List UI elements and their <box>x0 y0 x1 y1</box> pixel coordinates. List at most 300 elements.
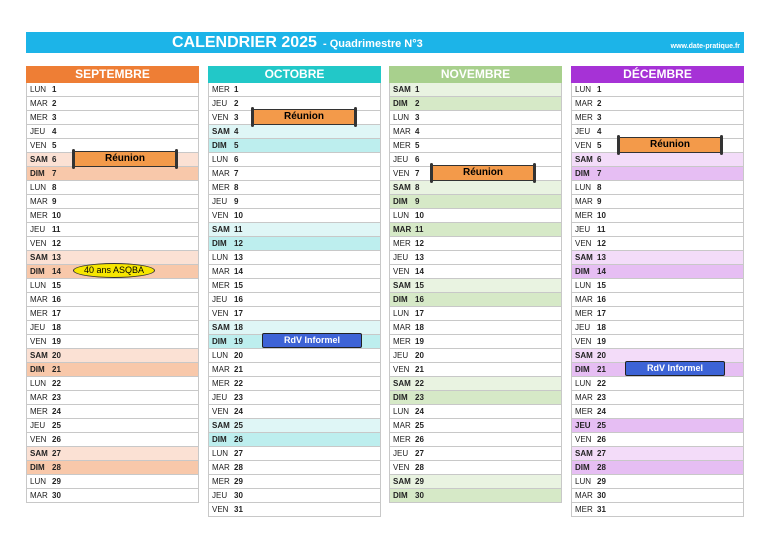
day-name: VEN <box>212 309 229 318</box>
day-number: 8 <box>234 183 239 192</box>
event-rdv-badge[interactable]: RdV Informel <box>262 333 362 348</box>
day-name: LUN <box>212 449 229 458</box>
day-row[interactable] <box>208 307 381 321</box>
day-number: 14 <box>234 267 243 276</box>
month-header: SEPTEMBRE <box>26 66 199 83</box>
day-row[interactable] <box>26 307 199 321</box>
day-row[interactable] <box>389 321 562 335</box>
event-rdv-badge[interactable]: RdV Informel <box>625 361 725 376</box>
day-name: LUN <box>30 281 47 290</box>
day-number: 12 <box>52 239 61 248</box>
day-number: 5 <box>52 141 57 150</box>
day-name: SAM <box>212 127 230 136</box>
day-row[interactable] <box>208 349 381 363</box>
day-name: DIM <box>30 365 45 374</box>
day-row[interactable] <box>208 167 381 181</box>
day-number: 9 <box>597 197 602 206</box>
day-row[interactable] <box>208 503 381 517</box>
day-name: MAR <box>30 491 48 500</box>
day-number: 20 <box>415 351 424 360</box>
day-row[interactable] <box>571 251 744 265</box>
day-row[interactable] <box>571 433 744 447</box>
day-number: 12 <box>234 239 243 248</box>
day-name: DIM <box>212 337 227 346</box>
day-name: LUN <box>575 477 592 486</box>
day-row[interactable] <box>26 195 199 209</box>
day-row[interactable] <box>389 83 562 97</box>
day-number: 3 <box>234 113 239 122</box>
day-name: LUN <box>575 183 592 192</box>
day-name: VEN <box>575 239 592 248</box>
day-row[interactable] <box>26 349 199 363</box>
day-name: MAR <box>393 225 412 234</box>
day-number: 3 <box>597 113 602 122</box>
day-number: 1 <box>597 85 602 94</box>
day-row[interactable] <box>208 237 381 251</box>
day-number: 10 <box>415 211 424 220</box>
day-name: DIM <box>393 393 408 402</box>
day-number: 6 <box>415 155 420 164</box>
day-row[interactable] <box>389 335 562 349</box>
day-number: 3 <box>52 113 57 122</box>
day-row[interactable] <box>26 181 199 195</box>
day-row[interactable] <box>208 391 381 405</box>
day-number: 7 <box>597 169 602 178</box>
day-row[interactable] <box>389 433 562 447</box>
day-number: 1 <box>234 85 239 94</box>
day-name: VEN <box>30 141 47 150</box>
day-row[interactable] <box>571 237 744 251</box>
day-name: MAR <box>575 393 593 402</box>
day-number: 1 <box>52 85 57 94</box>
day-name: MER <box>212 281 230 290</box>
day-row[interactable] <box>389 251 562 265</box>
day-name: JEU <box>30 421 46 430</box>
day-row[interactable] <box>389 349 562 363</box>
day-row[interactable] <box>208 363 381 377</box>
day-row[interactable] <box>571 83 744 97</box>
day-number: 24 <box>415 407 424 416</box>
day-number: 30 <box>52 491 61 500</box>
day-row[interactable] <box>389 237 562 251</box>
event-reunion-banner[interactable]: Réunion <box>431 165 535 181</box>
day-number: 4 <box>234 127 239 136</box>
day-name: MAR <box>393 127 411 136</box>
day-row[interactable] <box>389 265 562 279</box>
day-number: 2 <box>597 99 602 108</box>
day-name: DIM <box>575 463 590 472</box>
day-name: MER <box>575 113 593 122</box>
day-name: MER <box>575 211 593 220</box>
day-name: JEU <box>30 225 46 234</box>
day-row[interactable] <box>571 391 744 405</box>
day-number: 4 <box>597 127 602 136</box>
day-row[interactable] <box>571 321 744 335</box>
day-name: LUN <box>575 85 592 94</box>
day-row[interactable] <box>389 363 562 377</box>
day-name: MAR <box>212 169 230 178</box>
day-number: 25 <box>415 421 424 430</box>
day-number: 13 <box>415 253 424 262</box>
day-name: MER <box>393 337 411 346</box>
day-number: 4 <box>415 127 420 136</box>
day-number: 2 <box>52 99 57 108</box>
day-row[interactable] <box>571 195 744 209</box>
day-number: 29 <box>415 477 424 486</box>
day-row[interactable] <box>208 139 381 153</box>
day-row[interactable] <box>571 447 744 461</box>
day-row[interactable] <box>208 293 381 307</box>
day-name: VEN <box>212 505 229 514</box>
day-row[interactable] <box>26 405 199 419</box>
day-name: LUN <box>212 155 229 164</box>
day-number: 28 <box>234 463 243 472</box>
day-number: 5 <box>415 141 420 150</box>
day-row[interactable] <box>389 139 562 153</box>
day-row[interactable] <box>389 377 562 391</box>
day-number: 21 <box>597 365 606 374</box>
day-row[interactable] <box>389 391 562 405</box>
day-row[interactable] <box>208 461 381 475</box>
day-row[interactable] <box>26 419 199 433</box>
day-row[interactable] <box>571 293 744 307</box>
day-number: 9 <box>234 197 239 206</box>
day-row[interactable] <box>26 97 199 111</box>
day-number: 23 <box>415 393 424 402</box>
day-row[interactable] <box>26 321 199 335</box>
day-row[interactable] <box>26 293 199 307</box>
day-number: 17 <box>415 309 424 318</box>
day-number: 7 <box>52 169 57 178</box>
day-name: LUN <box>393 113 410 122</box>
day-number: 18 <box>415 323 424 332</box>
day-name: MAR <box>30 99 48 108</box>
day-name: JEU <box>575 421 591 430</box>
day-row[interactable] <box>571 475 744 489</box>
day-row[interactable] <box>389 223 562 237</box>
day-row[interactable] <box>26 363 199 377</box>
day-name: DIM <box>393 491 408 500</box>
day-row[interactable] <box>208 251 381 265</box>
day-name: SAM <box>575 351 593 360</box>
day-name: MER <box>212 85 230 94</box>
day-name: JEU <box>575 127 591 136</box>
site-url: www.date-pratique.fr <box>670 43 740 50</box>
day-number: 16 <box>415 295 424 304</box>
day-number: 22 <box>597 379 606 388</box>
day-row[interactable] <box>571 181 744 195</box>
day-row[interactable] <box>26 335 199 349</box>
event-reunion-banner[interactable]: Réunion <box>618 137 722 153</box>
day-number: 5 <box>234 141 239 150</box>
day-number: 10 <box>597 211 606 220</box>
day-number: 5 <box>597 141 602 150</box>
day-name: SAM <box>30 351 48 360</box>
day-row[interactable] <box>208 377 381 391</box>
day-row[interactable] <box>389 125 562 139</box>
day-number: 27 <box>597 449 606 458</box>
day-name: SAM <box>30 449 48 458</box>
day-number: 17 <box>597 309 606 318</box>
day-number: 17 <box>52 309 61 318</box>
day-row[interactable] <box>208 125 381 139</box>
day-number: 29 <box>52 477 61 486</box>
day-row[interactable] <box>26 391 199 405</box>
day-row[interactable] <box>208 433 381 447</box>
day-row[interactable] <box>26 111 199 125</box>
day-name: LUN <box>393 211 410 220</box>
day-name: VEN <box>575 337 592 346</box>
day-row[interactable] <box>26 433 199 447</box>
day-number: 15 <box>234 281 243 290</box>
day-name: MAR <box>393 323 411 332</box>
day-name: MER <box>212 183 230 192</box>
month-column <box>26 66 199 503</box>
day-row[interactable] <box>389 181 562 195</box>
day-name: LUN <box>30 85 47 94</box>
day-row[interactable] <box>389 279 562 293</box>
day-row[interactable] <box>389 461 562 475</box>
day-name: DIM <box>393 295 408 304</box>
event-reunion-banner[interactable]: Réunion <box>73 151 177 167</box>
day-name: MER <box>575 309 593 318</box>
day-name: MAR <box>30 295 48 304</box>
day-number: 25 <box>597 421 606 430</box>
day-name: MAR <box>212 463 230 472</box>
day-number: 21 <box>415 365 424 374</box>
day-number: 13 <box>52 253 61 262</box>
day-row[interactable] <box>571 405 744 419</box>
day-row[interactable] <box>571 377 744 391</box>
day-name: MER <box>393 435 411 444</box>
day-number: 28 <box>415 463 424 472</box>
day-name: JEU <box>393 351 409 360</box>
day-number: 29 <box>234 477 243 486</box>
day-row[interactable] <box>571 223 744 237</box>
day-row[interactable] <box>208 489 381 503</box>
day-row[interactable] <box>208 475 381 489</box>
day-name: LUN <box>30 183 47 192</box>
day-number: 23 <box>234 393 243 402</box>
day-row[interactable] <box>571 209 744 223</box>
day-name: VEN <box>575 435 592 444</box>
day-name: SAM <box>575 253 593 262</box>
day-name: VEN <box>393 463 410 472</box>
day-row[interactable] <box>208 195 381 209</box>
day-number: 17 <box>234 309 243 318</box>
day-number: 16 <box>52 295 61 304</box>
day-name: MER <box>212 379 230 388</box>
month-header: DÉCEMBRE <box>571 66 744 83</box>
day-row[interactable] <box>26 461 199 475</box>
day-name: LUN <box>212 253 229 262</box>
day-row[interactable] <box>571 335 744 349</box>
day-name: MAR <box>30 393 48 402</box>
day-row[interactable] <box>26 377 199 391</box>
day-number: 11 <box>415 225 424 234</box>
day-name: DIM <box>30 267 45 276</box>
day-name: JEU <box>575 323 591 332</box>
day-number: 31 <box>234 505 243 514</box>
day-row[interactable] <box>389 97 562 111</box>
day-number: 18 <box>597 323 606 332</box>
day-row[interactable] <box>208 265 381 279</box>
day-row[interactable] <box>571 265 744 279</box>
day-number: 2 <box>415 99 420 108</box>
day-number: 21 <box>52 365 61 374</box>
day-name: VEN <box>30 239 47 248</box>
day-name: MER <box>575 505 593 514</box>
day-row[interactable] <box>26 489 199 503</box>
day-number: 19 <box>52 337 61 346</box>
day-row[interactable] <box>389 293 562 307</box>
day-row[interactable] <box>389 111 562 125</box>
calendar-subtitle: - Quadrimestre N°3 <box>323 38 423 50</box>
calendar-title: CALENDRIER 2025 <box>172 34 317 51</box>
day-row[interactable] <box>26 125 199 139</box>
day-name: MER <box>30 309 48 318</box>
day-name: DIM <box>575 365 590 374</box>
month-header: OCTOBRE <box>208 66 381 83</box>
day-row[interactable] <box>571 153 744 167</box>
day-name: LUN <box>575 379 592 388</box>
day-name: SAM <box>575 449 593 458</box>
day-number: 1 <box>415 85 420 94</box>
day-name: SAM <box>212 421 230 430</box>
day-row[interactable] <box>571 419 744 433</box>
day-number: 11 <box>234 225 243 234</box>
day-name: JEU <box>212 99 228 108</box>
day-number: 16 <box>234 295 243 304</box>
day-row[interactable] <box>26 209 199 223</box>
day-name: SAM <box>393 379 411 388</box>
event-reunion-banner[interactable]: Réunion <box>252 109 356 125</box>
day-row[interactable] <box>26 167 199 181</box>
day-number: 15 <box>597 281 606 290</box>
day-row[interactable] <box>389 209 562 223</box>
day-row[interactable] <box>26 279 199 293</box>
day-name: VEN <box>30 337 47 346</box>
day-row[interactable] <box>26 237 199 251</box>
day-number: 14 <box>597 267 606 276</box>
day-number: 8 <box>415 183 420 192</box>
day-name: SAM <box>212 225 230 234</box>
day-name: MER <box>30 113 48 122</box>
day-name: LUN <box>393 407 410 416</box>
day-number: 8 <box>52 183 57 192</box>
day-row[interactable] <box>571 307 744 321</box>
day-number: 12 <box>597 239 606 248</box>
day-number: 27 <box>415 449 424 458</box>
day-number: 31 <box>597 505 606 514</box>
day-name: LUN <box>212 351 229 360</box>
day-name: LUN <box>30 477 47 486</box>
day-number: 29 <box>597 477 606 486</box>
day-row[interactable] <box>389 419 562 433</box>
day-name: MER <box>393 239 411 248</box>
day-number: 24 <box>597 407 606 416</box>
day-row[interactable] <box>208 223 381 237</box>
day-number: 18 <box>234 323 243 332</box>
day-number: 19 <box>234 337 243 346</box>
day-row[interactable] <box>571 503 744 517</box>
day-number: 23 <box>52 393 61 402</box>
day-row[interactable] <box>571 489 744 503</box>
day-number: 11 <box>597 225 606 234</box>
day-row[interactable] <box>26 83 199 97</box>
day-number: 10 <box>52 211 61 220</box>
day-row[interactable] <box>389 447 562 461</box>
day-number: 7 <box>234 169 239 178</box>
day-name: MAR <box>575 295 593 304</box>
day-name: LUN <box>575 281 592 290</box>
day-row[interactable] <box>389 405 562 419</box>
day-row[interactable] <box>208 153 381 167</box>
day-row[interactable] <box>208 83 381 97</box>
day-row[interactable] <box>208 447 381 461</box>
day-row[interactable] <box>26 475 199 489</box>
day-name: SAM <box>393 477 411 486</box>
day-row[interactable] <box>389 195 562 209</box>
day-row[interactable] <box>571 167 744 181</box>
day-row[interactable] <box>208 209 381 223</box>
day-name: VEN <box>30 435 47 444</box>
day-row[interactable] <box>571 97 744 111</box>
day-number: 27 <box>52 449 61 458</box>
day-number: 14 <box>52 267 61 276</box>
day-row[interactable] <box>208 279 381 293</box>
day-name: SAM <box>575 155 593 164</box>
day-row[interactable] <box>571 111 744 125</box>
day-row[interactable] <box>208 405 381 419</box>
day-number: 23 <box>597 393 606 402</box>
day-row[interactable] <box>571 279 744 293</box>
month-column <box>571 66 744 517</box>
day-name: JEU <box>393 253 409 262</box>
day-name: VEN <box>393 169 410 178</box>
day-name: VEN <box>212 407 229 416</box>
day-number: 19 <box>597 337 606 346</box>
day-row[interactable] <box>26 223 199 237</box>
day-number: 9 <box>415 197 420 206</box>
day-row[interactable] <box>208 181 381 195</box>
day-name: JEU <box>575 225 591 234</box>
day-number: 11 <box>52 225 61 234</box>
day-row[interactable] <box>389 475 562 489</box>
day-name: MAR <box>575 197 593 206</box>
day-name: VEN <box>393 365 410 374</box>
day-number: 6 <box>597 155 602 164</box>
day-row[interactable] <box>389 489 562 503</box>
day-number: 4 <box>52 127 57 136</box>
day-number: 22 <box>234 379 243 388</box>
day-row[interactable] <box>571 461 744 475</box>
day-name: VEN <box>393 267 410 276</box>
day-number: 6 <box>52 155 57 164</box>
day-number: 30 <box>597 491 606 500</box>
day-name: MER <box>212 477 230 486</box>
day-row[interactable] <box>26 447 199 461</box>
event-anniversary-badge[interactable]: 40 ans ASQBA <box>73 263 155 278</box>
day-row[interactable] <box>389 307 562 321</box>
day-number: 16 <box>597 295 606 304</box>
month-column <box>389 66 562 503</box>
day-name: DIM <box>30 169 45 178</box>
day-row[interactable] <box>208 419 381 433</box>
day-number: 28 <box>52 463 61 472</box>
day-name: VEN <box>212 113 229 122</box>
day-number: 15 <box>52 281 61 290</box>
